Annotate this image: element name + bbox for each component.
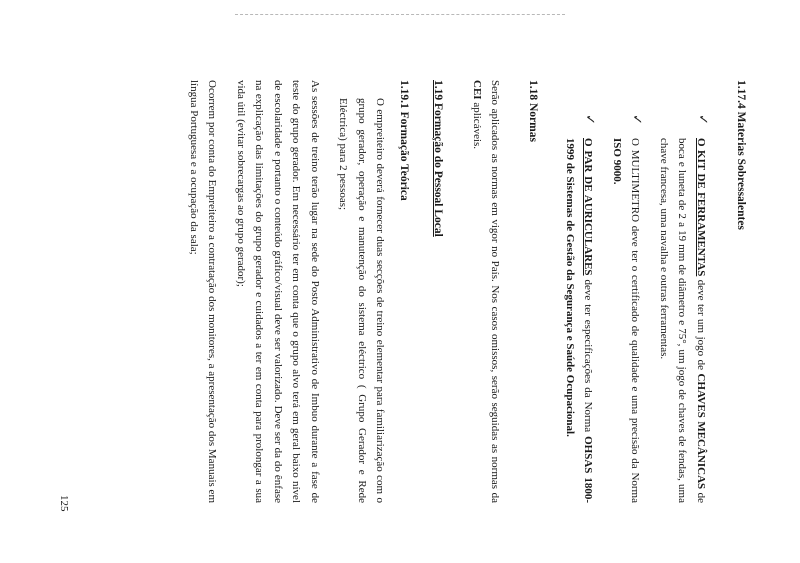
item-text: deve ter um jogo de [695,276,707,374]
list-item-earphones [561,116,598,503]
list-item-tool-kit [655,116,711,503]
item-text: deve ter especificações da Norma [582,275,595,437]
item-bold-text: CHAVES MECÂNICAS [695,373,707,490]
section-heading-1-19: 1.19 Formação do Pessoal Local [432,80,445,237]
subsection-heading-1-19-1: 1.19.1 Formação Teórica [398,80,411,201]
item-text-rest: de boca e luneta de 2 a 19 mm de diâmetro e 75°, um jogo de chaves de fendas, uma chave francesa, uma navalha e outras ferramentas. [658,138,707,503]
checkmark-icon: ✓ [582,114,598,125]
checkmark-icon: ✓ [629,114,645,125]
norms-text: Serão aplicados as normas em vigor no País. Nos casos omissos, serão seguidas as normas da [489,80,502,503]
training-paragraph-3: Ocorrem por conta do Empreiteiro a contratação dos monitores, a apresentação dos Manuais em língua Portuguesa e a ocupação da sala; [188,80,219,503]
norms-bold: CEI [471,80,483,100]
section-heading-1-18: 1.18 Normas [527,80,540,142]
item-bold-text: OHSAS 1800-1999 de Sistemas de Gestão da Segurança e Saúde Ocupacional. [564,138,595,503]
training-paragraph-1: O empreiteiro deverá fornecer duas secções de treino elementar para familiarização com o grupo gerador, operação e manutenção do sistema eléctrico ( Grupo Gerador e Rede Eléctrica) para 2 pessoas; [337,98,387,503]
item-text: O MULTIMETRO deve ter o certificado de qualidade e uma precisão da Norma [629,138,642,503]
norms-paragraph [468,80,505,503]
checkmark-icon: ✓ [695,114,710,125]
item-bold-text: ISO 9000. [611,138,623,185]
list-item-multimeter [608,116,645,503]
page-number: 125 [58,495,70,512]
training-paragraph-2: As sessões de treino terão lugar na sede do Posto Administrativo de Imbuo durante a fase de teste do grupo gerador. Em necessário ter em conta que o grupo alvo terá em geral baixo nível de escolaridade e portanto o conteúdo gráfico/visual deve ser valorizado. Deve ser da do ênfase na explicação das limitações do grupo gerador e cuidados a ter em conta para prolongar a sua vida útil (evitar sobrecargas ao grupo gerador); [235,80,321,503]
item-lead: O KIT DE FERRAMENTAS [695,138,707,277]
section-heading-1-17-4: 1.17.4 Materias Sobressalentes [735,80,747,230]
page-content [185,80,749,503]
item-lead: O PAR DE AURICULARES [582,138,595,276]
norms-text-end: aplicáveis. [471,99,483,150]
